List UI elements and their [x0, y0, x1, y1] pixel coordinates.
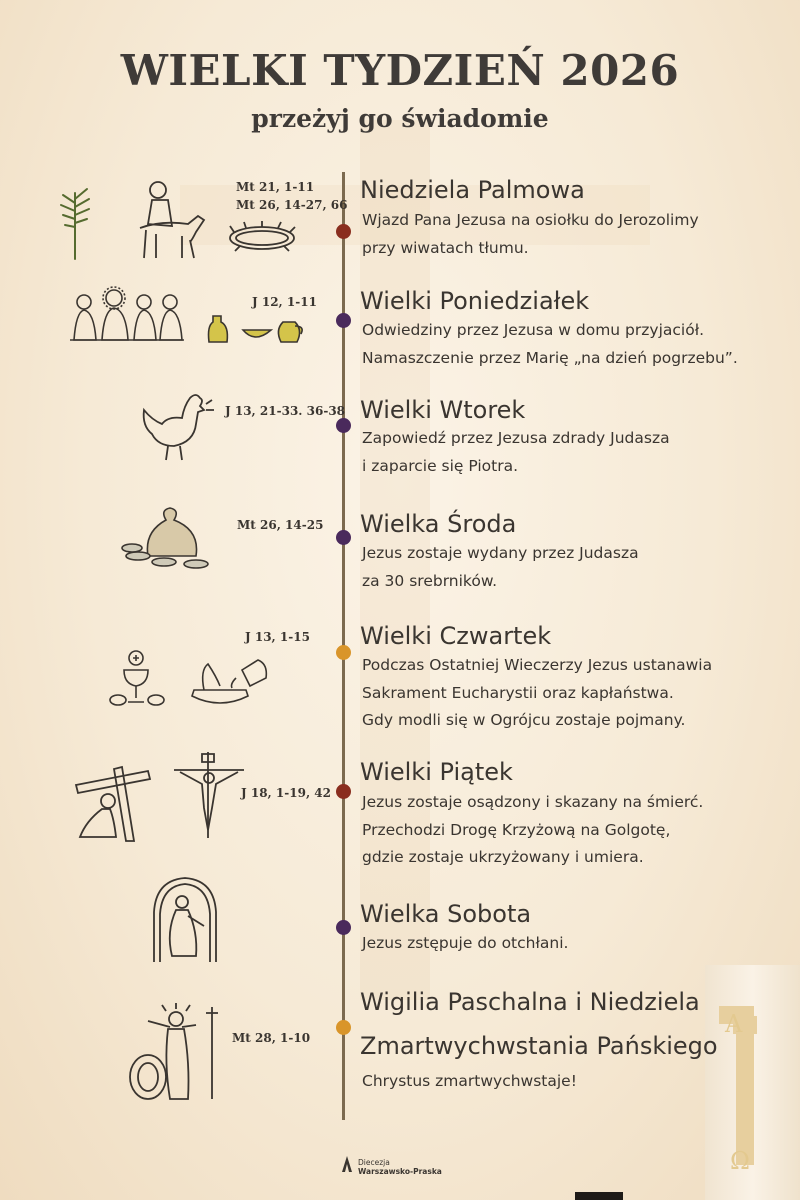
- palm-branch-icon: [55, 183, 95, 261]
- day-dot-3: [336, 418, 351, 433]
- day-ref-4: Mt 26, 14-25: [237, 518, 324, 532]
- day-ref-3: J 13, 21-33. 36-38: [225, 404, 346, 418]
- day-ref-6: J 18, 1-19, 42: [241, 786, 331, 800]
- rooster-icon: [138, 390, 218, 464]
- corner-tab: [575, 1192, 623, 1200]
- page-title: WIELKI TYDZIEŃ 2026: [120, 46, 680, 95]
- jesus-with-friends-icon: [68, 288, 186, 344]
- day-dot-5: [336, 645, 351, 660]
- page-subtitle: przeżyj go świadomie: [251, 104, 549, 133]
- day-desc-7: Jezus zstępuje do otchłani.: [362, 934, 569, 952]
- day-title-8: Wigilia Paschalna i Niedziela: [360, 988, 700, 1016]
- day-desc-4: Jezus zostaje wydany przez Judasza za 30 srebrników.: [362, 544, 639, 590]
- alpha-letter: Α: [725, 1010, 743, 1038]
- day-title-7: Wielka Sobota: [360, 900, 532, 928]
- day-title-4: Wielka Środa: [360, 510, 517, 538]
- descent-to-hell-icon: [148, 876, 222, 964]
- day-dot-6: [336, 784, 351, 799]
- day-dot-7: [336, 920, 351, 935]
- oil-jar-icon: [209, 316, 228, 342]
- oil-jars-icon: [207, 308, 307, 344]
- day-title-3: Wielki Wtorek: [360, 396, 526, 424]
- carrying-cross-icon: [72, 765, 152, 843]
- day-title-1: Niedziela Palmowa: [360, 176, 585, 204]
- day-dot-1: [336, 224, 351, 239]
- footer-text: Diecezja Warszawsko-Praska: [358, 1158, 442, 1176]
- day-title-8-line2: Zmartwychwstania Pańskiego: [360, 1032, 718, 1060]
- day-dot-4: [336, 530, 351, 545]
- day-desc-2: Odwiedziny przez Jezusa w domu przyjaciół. Namaszczenie przez Marię „na dzień pogrzebu”.: [362, 321, 738, 367]
- day-dot-2: [336, 313, 351, 328]
- day-desc-8: Chrystus zmartwychwstaje!: [362, 1072, 577, 1090]
- pitcher-icon: [278, 322, 302, 342]
- day-desc-5: Podczas Ostatniej Wieczerzy Jezus ustanawia Sakrament Eucharystii oraz kapłaństwa. Gdy modli się w Ogrójcu zostaje pojmany.: [362, 656, 713, 729]
- risen-christ-icon: [126, 1003, 226, 1103]
- bowl-icon: [243, 330, 271, 337]
- chalice-bread-icon: [108, 648, 168, 708]
- crown-of-thorns-icon: [226, 222, 298, 254]
- day-ref-8: Mt 28, 1-10: [232, 1031, 311, 1045]
- diocese-logo-icon: [340, 1156, 354, 1174]
- paschal-candle: [705, 965, 800, 1200]
- omega-letter: Ω: [730, 1147, 750, 1175]
- day-title-5: Wielki Czwartek: [360, 622, 552, 650]
- day-ref-5: J 13, 1-15: [245, 630, 310, 644]
- coin-bag-icon: [120, 506, 215, 570]
- day-title-6: Wielki Piątek: [360, 758, 513, 786]
- day-dot-8: [336, 1020, 351, 1035]
- day-desc-3: Zapowiedź przez Jezusa zdrady Judasza i zaparcie się Piotra.: [362, 429, 670, 475]
- day-desc-1: Wjazd Pana Jezusa na osiołku do Jerozolimy przy wiwatach tłumu.: [362, 211, 699, 257]
- day-ref-1: Mt 21, 1-11 Mt 26, 14-27, 66: [236, 180, 348, 212]
- day-desc-6: Jezus zostaje osądzony i skazany na śmierć. Przechodzi Drogę Krzyżową na Golgotę, gdzie zostaje ukrzyżowany i umiera.: [362, 793, 704, 866]
- crucifix-icon: [172, 752, 248, 838]
- foot-washing-icon: [190, 656, 270, 712]
- day-title-2: Wielki Poniedziałek: [360, 287, 590, 315]
- jesus-on-donkey-icon: [132, 180, 207, 262]
- day-ref-2: J 12, 1-11: [252, 295, 317, 309]
